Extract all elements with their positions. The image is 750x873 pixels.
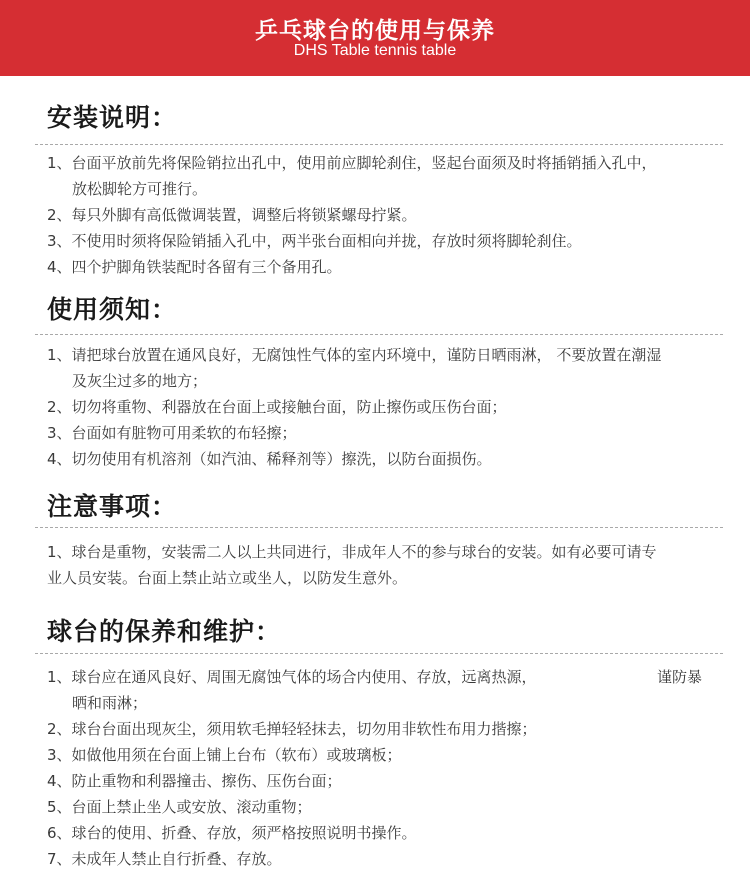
notice-item-3: 3、台面如有脏物可用柔软的布轻擦；	[47, 424, 297, 442]
install-item-1	[47, 150, 717, 202]
notice-item-4: 4、切勿使用有机溶剂（如汽油、稀释剂等）擦洗，以防台面损伤。	[47, 450, 492, 468]
banner-subtitle: DHS Table tennis table	[293, 42, 457, 59]
maintenance-item-2: 2、球台台面出现灰尘，须用软毛掸轻轻抹去，切勿用非软性布用力揩擦；	[47, 720, 537, 738]
maintenance-section	[0, 612, 750, 867]
header-banner	[0, 0, 750, 76]
caution-title: 注意事项：	[47, 492, 178, 521]
notice-title: 使用须知：	[47, 295, 178, 324]
install-item-2: 2、每只外脚有高低微调装置，调整后将锁紧螺母拧紧。	[47, 206, 417, 224]
maintenance-item-4: 4、防止重物和利器撞击、擦伤、压伤台面；	[47, 772, 342, 790]
maintenance-item-1-tail: 谨防暴	[657, 668, 703, 686]
maintenance-item-1	[47, 664, 717, 716]
banner-title: 乒乓球台的使用与保养	[255, 18, 495, 44]
install-item-1-text: 1、台面平放前先将保险销拉出孔中，使用前应脚轮刹住，竖起台面须及时将插销插入孔中，	[47, 154, 657, 172]
maintenance-item-7: 7、未成年人禁止自行折叠、存放。	[47, 850, 282, 868]
maintenance-item-1-text: 1、球台应在通风良好、周围无腐蚀气体的场合内使用、存放，远离热源，	[47, 668, 537, 686]
notice-list	[47, 342, 717, 472]
notice-item-1-continuation: 及灰尘过多的地方；	[72, 372, 208, 390]
maintenance-item-5: 5、台面上禁止坐人或安放、滚动重物；	[47, 798, 312, 816]
install-title: 安装说明：	[47, 103, 178, 132]
install-list	[47, 150, 717, 280]
install-section	[0, 98, 750, 280]
maintenance-divider	[35, 653, 723, 654]
notice-item-1	[47, 342, 717, 394]
maintenance-item-3: 3、如做他用须在台面上铺上台布（软布）或玻璃板；	[47, 746, 402, 764]
install-item-4: 4、四个护脚角铁装配时各留有三个备用孔。	[47, 258, 342, 276]
notice-section	[0, 290, 750, 475]
install-item-3: 3、不使用时须将保险销插入孔中，两半张台面相向并拢，存放时须将脚轮刹住。	[47, 232, 582, 250]
install-divider	[35, 144, 723, 145]
caution-line-1: 1、球台是重物，安装需二人以上共同进行，非成年人不的参与球台的安装。如有必要可请专	[47, 543, 657, 561]
maintenance-item-1-continuation: 晒和雨淋；	[72, 694, 148, 712]
notice-item-2: 2、切勿将重物、利器放在台面上或接触台面，防止擦伤或压伤台面；	[47, 398, 507, 416]
maintenance-item-6: 6、球台的使用、折叠、存放，须严格按照说明书操作。	[47, 824, 417, 842]
caution-divider	[35, 527, 723, 528]
maintenance-title: 球台的保养和维护：	[47, 617, 282, 646]
maintenance-list	[47, 664, 717, 872]
caution-line-2: 业人员安装。台面上禁止站立或坐人，以防发生意外。	[47, 569, 408, 587]
notice-item-1-text: 1、请把球台放置在通风良好，无腐蚀性气体的室内环境中，谨防日晒雨淋， 不要放置在潮湿	[47, 346, 662, 364]
caution-section	[0, 487, 750, 592]
caution-paragraph	[47, 539, 717, 591]
notice-divider	[35, 334, 723, 335]
install-item-1-continuation: 放松脚轮方可推行。	[72, 180, 208, 198]
